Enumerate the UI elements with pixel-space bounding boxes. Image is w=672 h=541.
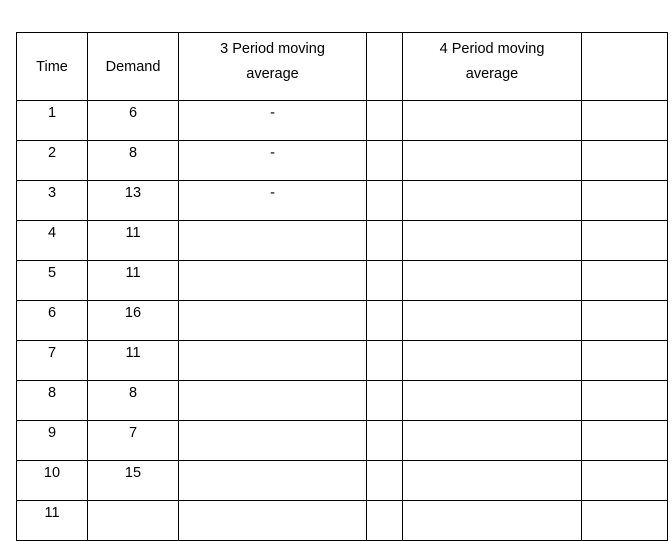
- header-time: Time: [17, 33, 88, 101]
- table-row: [17, 381, 668, 421]
- cell-time: 3: [17, 181, 88, 221]
- table-row: [17, 301, 668, 341]
- cell-blank-2: [582, 261, 668, 301]
- header-blank-column-2: [582, 33, 668, 101]
- cell-3-period-average: [179, 421, 367, 461]
- cell-blank-2: [582, 421, 668, 461]
- header-demand: Demand: [88, 33, 179, 101]
- cell-blank-1: [367, 501, 403, 541]
- cell-time: 2: [17, 141, 88, 181]
- cell-time: 4: [17, 221, 88, 261]
- cell-4-period-average: [403, 261, 582, 301]
- cell-blank-2: [582, 501, 668, 541]
- table-row: [17, 461, 668, 501]
- header-4-period-moving-average: [403, 33, 582, 101]
- table-row: [17, 501, 668, 541]
- cell-time: 8: [17, 381, 88, 421]
- table-row: [17, 181, 668, 221]
- cell-demand: 11: [88, 341, 179, 381]
- cell-time: 9: [17, 421, 88, 461]
- table-body: [17, 101, 668, 541]
- cell-demand: 8: [88, 381, 179, 421]
- cell-time: 10: [17, 461, 88, 501]
- table-row: [17, 421, 668, 461]
- cell-blank-1: [367, 341, 403, 381]
- cell-demand: 7: [88, 421, 179, 461]
- cell-demand: [88, 501, 179, 541]
- table-row: [17, 221, 668, 261]
- cell-blank-2: [582, 221, 668, 261]
- cell-blank-1: [367, 101, 403, 141]
- header-3-period-line1: 3 Period moving: [220, 41, 325, 57]
- cell-blank-2: [582, 381, 668, 421]
- cell-3-period-average: -: [179, 101, 367, 141]
- header-3-period-line2: average: [246, 66, 299, 82]
- cell-3-period-average: [179, 381, 367, 421]
- cell-blank-2: [582, 101, 668, 141]
- table-row: [17, 101, 668, 141]
- cell-demand: 13: [88, 181, 179, 221]
- moving-average-table: [16, 32, 668, 541]
- cell-3-period-average: [179, 501, 367, 541]
- cell-demand: 11: [88, 221, 179, 261]
- cell-blank-1: [367, 261, 403, 301]
- cell-blank-2: [582, 181, 668, 221]
- cell-4-period-average: [403, 141, 582, 181]
- cell-4-period-average: [403, 341, 582, 381]
- cell-blank-1: [367, 421, 403, 461]
- header-3-period-moving-average: [179, 33, 367, 101]
- cell-4-period-average: [403, 101, 582, 141]
- cell-blank-1: [367, 381, 403, 421]
- cell-4-period-average: [403, 501, 582, 541]
- cell-blank-2: [582, 301, 668, 341]
- cell-blank-2: [582, 461, 668, 501]
- cell-3-period-average: [179, 261, 367, 301]
- cell-3-period-average: -: [179, 141, 367, 181]
- table-row: [17, 141, 668, 181]
- cell-time: 1: [17, 101, 88, 141]
- cell-3-period-average: [179, 461, 367, 501]
- cell-4-period-average: [403, 381, 582, 421]
- cell-blank-2: [582, 141, 668, 181]
- cell-demand: 8: [88, 141, 179, 181]
- header-blank-column-1: [367, 33, 403, 101]
- table-row: [17, 261, 668, 301]
- cell-demand: 15: [88, 461, 179, 501]
- cell-4-period-average: [403, 421, 582, 461]
- cell-demand: 11: [88, 261, 179, 301]
- cell-demand: 16: [88, 301, 179, 341]
- cell-blank-1: [367, 461, 403, 501]
- cell-blank-1: [367, 221, 403, 261]
- cell-blank-1: [367, 141, 403, 181]
- header-4-period-line2: average: [465, 66, 519, 82]
- cell-time: 7: [17, 341, 88, 381]
- header-row: [17, 33, 668, 101]
- cell-4-period-average: [403, 461, 582, 501]
- cell-3-period-average: [179, 221, 367, 261]
- cell-time: 11: [17, 501, 88, 541]
- cell-3-period-average: [179, 301, 367, 341]
- cell-3-period-average: -: [179, 181, 367, 221]
- cell-3-period-average: [179, 341, 367, 381]
- cell-demand: 6: [88, 101, 179, 141]
- header-4-period-line1: 4 Period moving: [439, 41, 545, 57]
- cell-4-period-average: [403, 181, 582, 221]
- table-header: [17, 33, 668, 101]
- table-row: [17, 341, 668, 381]
- cell-blank-1: [367, 181, 403, 221]
- cell-time: 6: [17, 301, 88, 341]
- cell-4-period-average: [403, 301, 582, 341]
- cell-4-period-average: [403, 221, 582, 261]
- cell-time: 5: [17, 261, 88, 301]
- cell-blank-2: [582, 341, 668, 381]
- cell-blank-1: [367, 301, 403, 341]
